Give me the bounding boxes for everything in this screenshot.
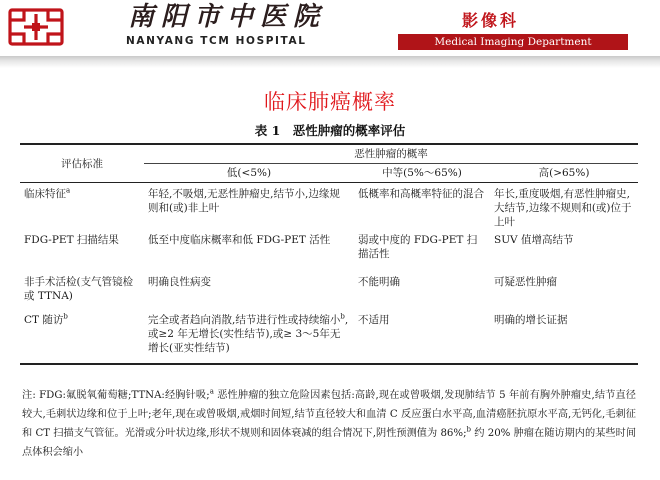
- slide-title: 临床肺癌概率: [264, 90, 396, 114]
- column-header-mid: 中等(5%～65%): [354, 164, 490, 183]
- cell-high: SUV 值增高结节: [494, 234, 574, 246]
- probability-table-grid: [20, 143, 638, 365]
- footnote-marker: a: [66, 186, 71, 195]
- table-row: [20, 229, 638, 271]
- cell-low-text-a: 完全或者趋向消散,结节进行性或持续缩小: [148, 314, 341, 326]
- footnote-text-b: 约 20% 肿瘤在随访期内的某些时间点体积会缩小: [22, 428, 637, 458]
- footnote-marker: b: [340, 312, 345, 321]
- header-divider: [0, 56, 660, 68]
- hospital-name-en: NANYANG TCM HOSPITAL: [126, 35, 307, 47]
- department-name-cn: 影像科: [462, 11, 520, 30]
- row-criterion: FDG-PET 扫描结果: [24, 234, 119, 246]
- criterion-text: 临床特征: [24, 188, 66, 200]
- table-row: [20, 309, 638, 364]
- cell-mid: 不能明确: [358, 276, 400, 288]
- column-header-low: 低(<5%): [144, 164, 354, 183]
- table-row: [20, 183, 638, 230]
- footnote-marker: b: [63, 312, 68, 321]
- footnote-marker: b: [466, 425, 472, 434]
- cell-high: 明确的增长证据: [490, 309, 638, 364]
- footnote-prefix: 注: FDG:氟脱氧葡萄糖;TTNA:经胸针吸;: [22, 390, 210, 401]
- cell-mid: 弱或中度的 FDG-PET 扫描活性: [358, 234, 478, 260]
- criterion-text: CT 随访: [24, 314, 64, 326]
- table-footnote: [22, 386, 636, 462]
- row-criterion: [20, 309, 144, 364]
- header-banner: [0, 0, 660, 54]
- probability-table: [20, 143, 638, 365]
- cell-low: 年轻,不吸烟,无恶性肿瘤史,结节小,边缘规则和(或)非上叶: [148, 188, 340, 214]
- cell-low-text-b: ,或≥2 年无增长(实性结节),或≥ 3～5年无增长(亚实性结节): [148, 314, 349, 354]
- cell-low: [144, 309, 354, 364]
- table-header-row: [20, 144, 638, 164]
- hospital-name-cn: 南阳市中医院: [128, 2, 327, 32]
- hospital-logo-icon: [6, 6, 66, 48]
- footnote-text-a: 恶性肿瘤的独立危险因素包括:高龄,现在或曾吸烟,发现肺结节 5 年前有胸外肿瘤史,结节直径较大,毛刺状边缘和位于上叶;老年,现在或曾吸烟,戒烟时间短,结节直径较大和血清 C 反应蛋白水平高,血清癌胚抗原水平高,无钙化,毛刺征和 CT 扫描支气管征。光滑或分叶状边缘,形状不规则和固体衰减的组合情况下,阴性预测值为 86%;: [22, 390, 636, 439]
- column-header-high: 高(>65%): [490, 164, 638, 183]
- probability-group-header: 恶性肿瘤的概率: [144, 144, 638, 164]
- cell-low: 低至中度临床概率和低 FDG-PET 活性: [148, 234, 331, 246]
- footnote-marker: a: [209, 387, 214, 396]
- table-caption: 表 1 恶性肿瘤的概率评估: [254, 123, 406, 138]
- cell-mid: 低概率和高概率特征的混合: [358, 188, 484, 200]
- criteria-header: 评估标准: [20, 144, 144, 183]
- table-row: [20, 271, 638, 309]
- cell-high: 年长,重度吸烟,有恶性肿瘤史,大结节,边缘不规则和(或)位于上叶: [494, 188, 632, 228]
- department-name-en: Medical Imaging Department: [398, 34, 628, 50]
- cell-low: 明确良性病变: [148, 276, 211, 288]
- cell-mid: 不适用: [354, 309, 490, 364]
- cell-high: 可疑恶性肿瘤: [494, 276, 557, 288]
- row-criterion: [20, 183, 144, 230]
- row-criterion: 非手术活检(支气管镜检或 TTNA): [24, 276, 134, 302]
